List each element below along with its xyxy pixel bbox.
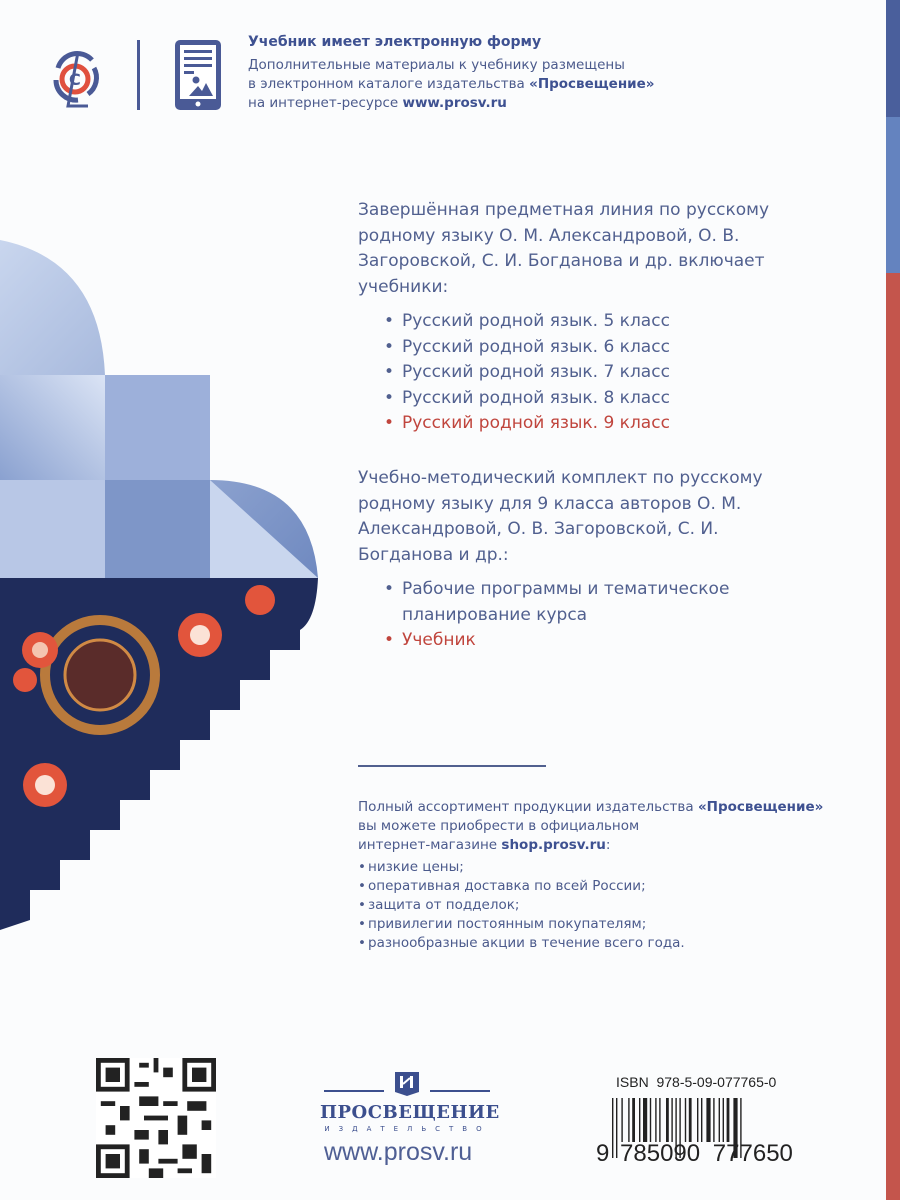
benefit-item: • оперативная доставка по всей России; [358,877,828,896]
efu-logo-icon [48,46,104,110]
publisher-subtitle: ИЗДАТЕЛЬСТВО [324,1125,491,1133]
book-item: • Русский родной язык. 5 класс [380,309,670,335]
barcode-bar [655,1098,656,1142]
eform-line [248,94,655,113]
barcode-bar [701,1098,702,1142]
shop-info [358,798,828,953]
shop-text: интернет-магазине [358,837,502,853]
benefit-item: • привилегии постоянным покупателям; [358,915,828,934]
benefit-item: • низкие цены; [358,858,828,877]
isbn-digit-first: 9 [596,1140,610,1167]
edge-stripe-red [886,273,900,1200]
publisher-name: ПРОСВЕЩЕНИЕ [320,1102,500,1123]
barcode-bar [643,1098,647,1142]
publisher-name: «Просвещение» [529,76,655,92]
kit-item-current: • Учебник [380,628,800,654]
publisher-emblem-icon [320,1068,495,1096]
eform-text: в электронном каталоге издательства [248,76,530,92]
kit-item: • Рабочие программы и тематическое планирование курса [380,577,800,628]
eform-text: на интернет-ресурсе [248,95,403,111]
edge-stripe-dark-blue [886,0,900,117]
website-link[interactable]: www.prosv.ru [402,95,507,111]
section-divider [358,765,546,767]
isbn-label: ISBN 978-5-09-077765-0 [616,1074,777,1090]
barcode-bar [697,1098,698,1142]
book-item: • Русский родной язык. 7 класс [380,360,670,386]
barcode-bar [727,1098,730,1142]
series-book-list [380,309,670,437]
barcode-bar [671,1098,672,1142]
isbn-digits [596,1140,793,1168]
shop-link[interactable]: shop.prosv.ru [501,837,606,853]
barcode-bar [723,1098,724,1142]
benefit-item: • защита от подделок; [358,896,828,915]
publisher-url[interactable]: www.prosv.ru [324,1138,473,1166]
shop-text: Полный ассортимент продукции издательства [358,799,698,815]
tablet-icon [173,38,223,112]
isbn-digit-group: 777650 [712,1140,793,1167]
barcode-bar [650,1098,651,1142]
eform-description [248,56,655,113]
shop-benefits [358,858,828,953]
shop-text: : [605,837,611,853]
barcode-bar [639,1098,640,1142]
publisher-name: «Просвещение» [697,799,824,815]
isbn-digit-group: 785090 [620,1140,701,1167]
barcode-bar [659,1098,660,1142]
eform-line [248,75,655,94]
shop-line [358,836,828,855]
benefit-item: • разнообразные акции в течение всего года. [358,934,828,953]
eform-title: Учебник имеет электронную форму [248,34,542,50]
barcode-bar [719,1098,720,1142]
book-item: • Русский родной язык. 8 класс [380,386,670,412]
shop-line: вы можете приобрести в официальном [358,818,640,834]
publisher-logo [320,1068,500,1133]
svg-text:C: C [69,70,81,89]
barcode-bar [621,1098,622,1142]
kit-intro: Учебно-методический комплект по русскому родному языку для 9 класса авторов О. М. Александровой, О. В. Загоровской, С. И. Богданова и др.: [358,468,763,565]
barcode-bar [713,1098,714,1142]
series-intro: Завершённая предметная линия по русскому родному языку О. М. Александровой, О. В. Загоровской, С. И. Богданова и др. включает учебники: [358,200,770,297]
barcode-bar [689,1098,692,1142]
edge-stripe-light-blue [886,117,900,273]
folk-ornament-illustration [0,240,320,930]
shop-line [358,798,828,817]
eform-line: Дополнительные материалы к учебнику размещены [248,57,625,73]
book-item: • Русский родной язык. 6 класс [380,335,670,361]
header-divider [137,40,140,110]
barcode-bar [632,1098,635,1142]
barcode-bar [628,1098,629,1142]
book-item-current: • Русский родной язык. 9 класс [380,411,670,437]
barcode-bar [706,1098,710,1142]
qr-code[interactable] [96,1058,216,1178]
barcode-bar [666,1098,669,1142]
kit-list [380,577,800,654]
barcode-bar [685,1098,686,1142]
